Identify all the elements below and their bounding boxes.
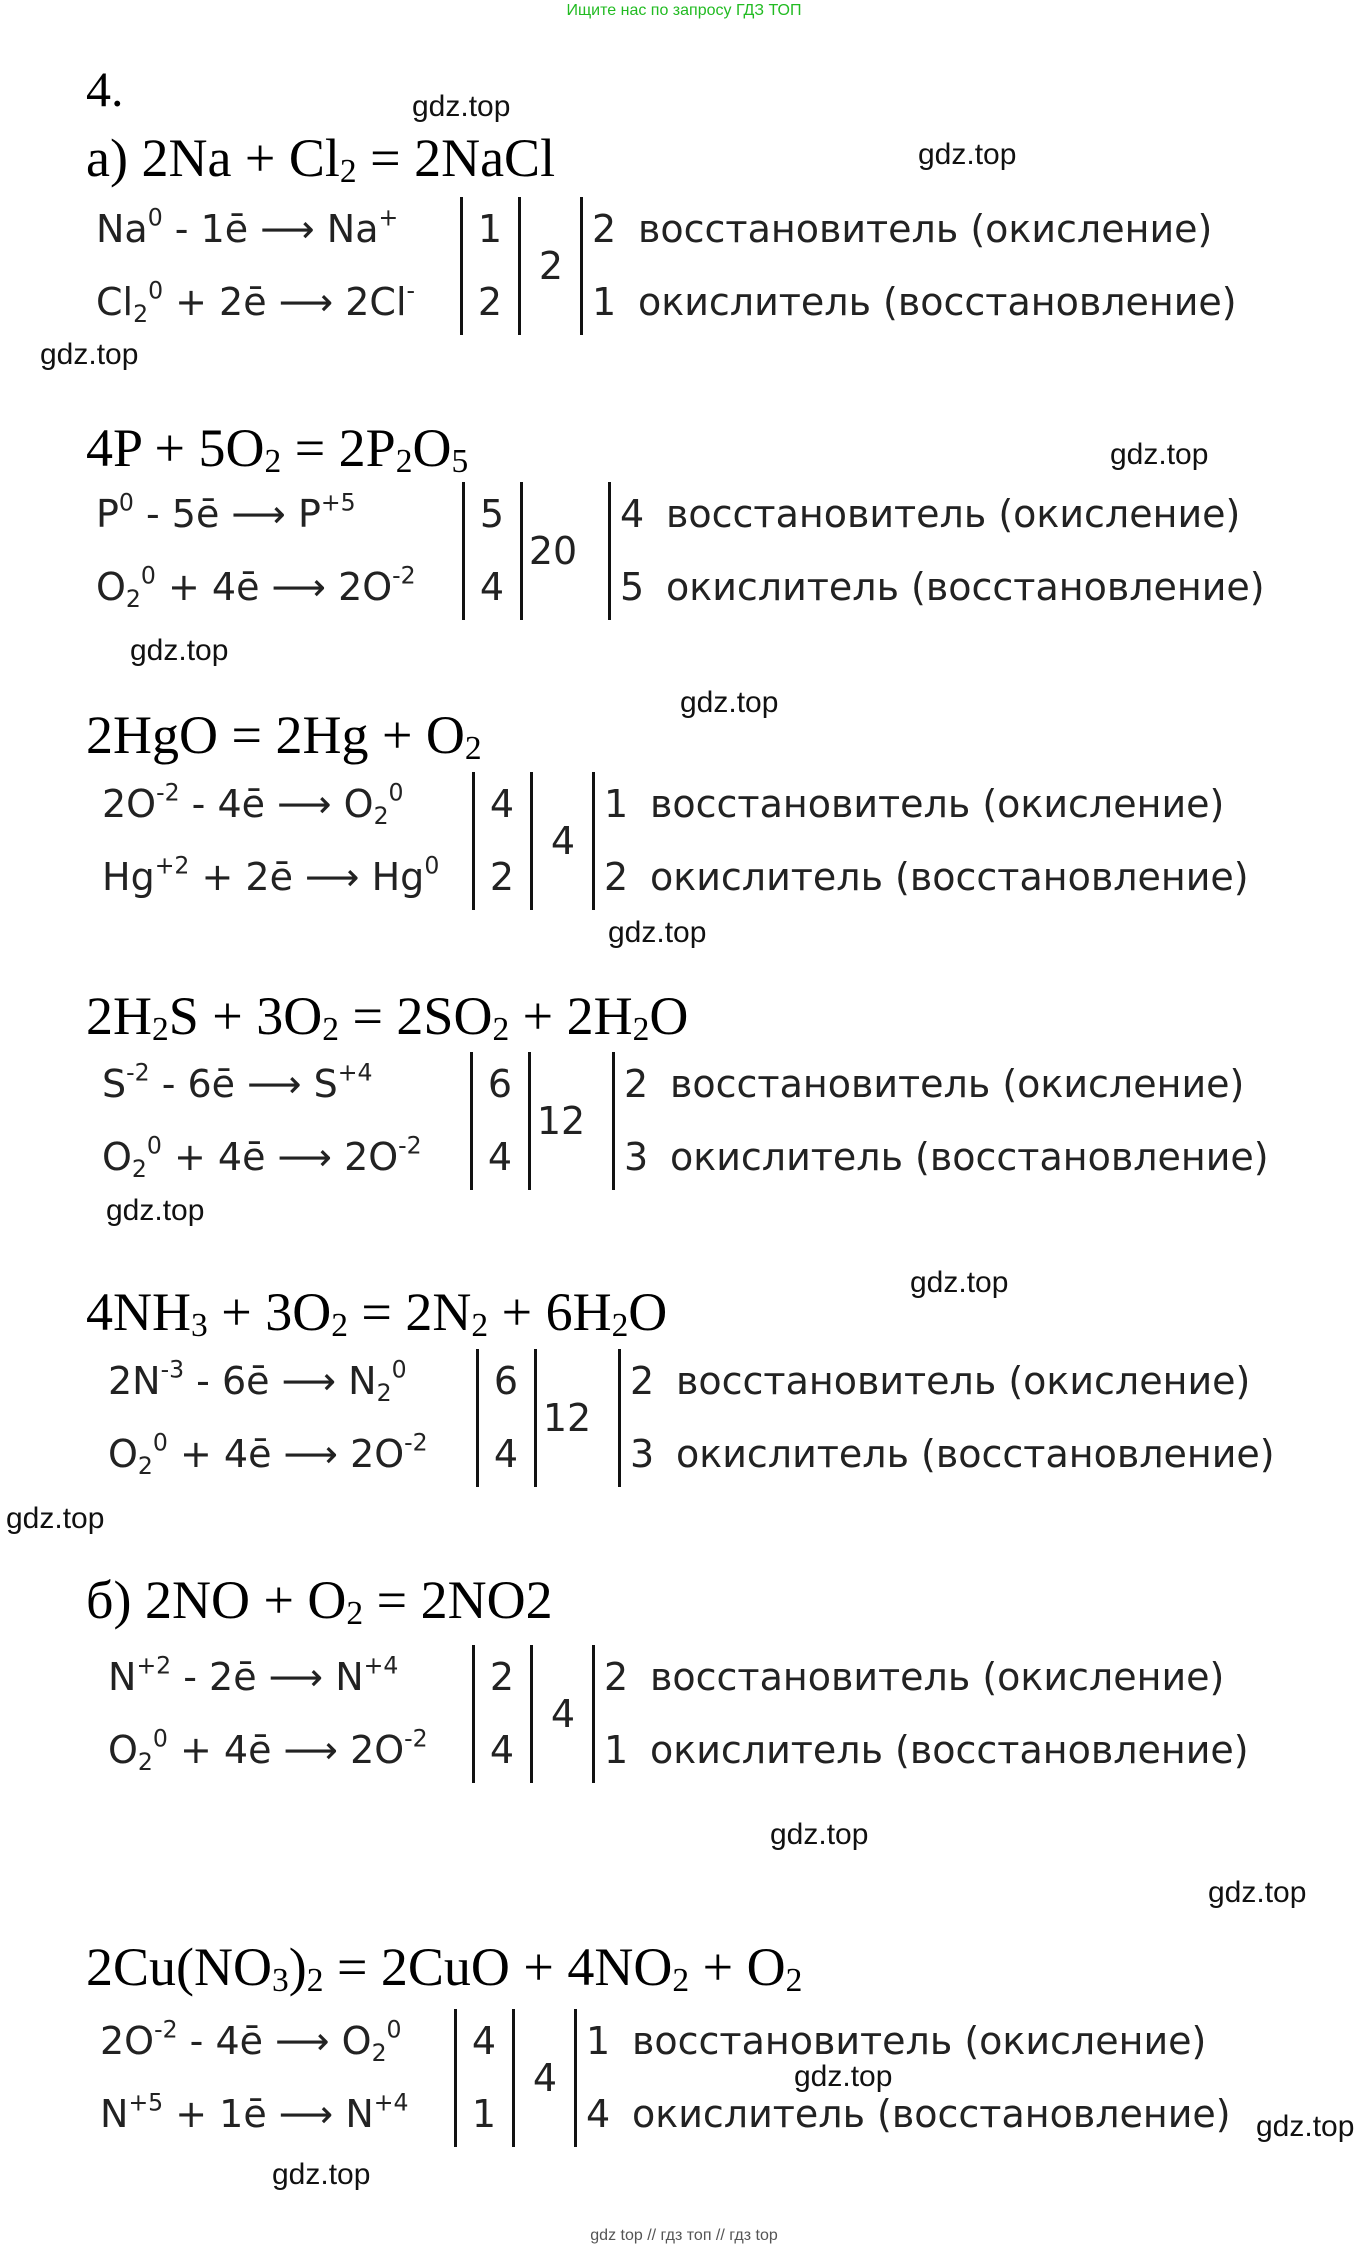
electrons-2: 4 xyxy=(493,1432,519,1476)
divider xyxy=(518,197,521,335)
divider xyxy=(612,1052,615,1190)
half-reaction-oxidation: $2O^{-2}$ - 4ē ⟶ $O_2^0$ xyxy=(102,778,404,831)
role-oxidizer: 3 окислитель (восстановление) xyxy=(630,1432,1275,1476)
divider xyxy=(472,1645,475,1783)
divider xyxy=(512,2009,515,2147)
equation-6 xyxy=(86,1570,553,1633)
watermark: gdz.top xyxy=(412,90,511,123)
role-reducer: 2 восстановитель (окисление) xyxy=(630,1359,1251,1403)
role-oxidizer: 1 окислитель (восстановление) xyxy=(592,280,1237,324)
equation-text: $2H_2S + 3O_2 = 2SO_2 + 2H_2O$ xyxy=(86,986,689,1049)
watermark: gdz.top xyxy=(272,2158,371,2191)
watermark: gdz.top xyxy=(770,1818,869,1851)
equation-text: $2NO + O_2 = 2NO2$ xyxy=(144,1570,553,1633)
watermark: gdz.top xyxy=(910,1266,1009,1299)
divider xyxy=(470,1052,473,1190)
balance-1 xyxy=(96,193,1296,339)
half-reaction-oxidation: $S^{-2}$ - 6ē ⟶ $S^{+4}$ xyxy=(102,1058,373,1106)
divider xyxy=(528,1052,531,1190)
lcm: 20 xyxy=(528,529,578,573)
equation-text: $4P + 5O_2 = 2P_2O_5$ xyxy=(86,418,469,481)
role-oxidizer: 1 окислитель (восстановление) xyxy=(604,1728,1249,1772)
part-label: а) xyxy=(86,128,128,188)
electrons-1: 6 xyxy=(487,1062,513,1106)
equation-1 xyxy=(86,128,556,191)
role-reducer: 2 восстановитель (окисление) xyxy=(624,1062,1245,1106)
divider xyxy=(460,197,463,335)
watermark: gdz.top xyxy=(680,686,779,719)
divider xyxy=(574,2009,577,2147)
half-reaction-reduction: $O_2^0$ + 4ē ⟶ $2O^{-2}$ xyxy=(102,1131,422,1184)
part-label: б) xyxy=(86,1570,132,1630)
divider xyxy=(472,772,475,910)
divider xyxy=(580,197,583,335)
watermark: gdz.top xyxy=(106,1194,205,1227)
half-reaction-reduction: $O_2^0$ + 4ē ⟶ $2O^{-2}$ xyxy=(108,1428,428,1481)
half-reaction-reduction: $O_2^0$ + 4ē ⟶ $2O^{-2}$ xyxy=(96,561,416,614)
balance-5 xyxy=(108,1345,1308,1491)
electrons-1: 4 xyxy=(489,782,515,826)
electrons-1: 2 xyxy=(489,1655,515,1699)
electrons-2: 4 xyxy=(479,565,505,609)
half-reaction-reduction: $Cl_2^0$ + 2ē ⟶ 2Cl- xyxy=(96,276,416,329)
equation-text: $4NH_3 + 3O_2 = 2N_2 + 6H_2O$ xyxy=(86,1282,668,1345)
half-reaction-oxidation: $2O^{-2}$ - 4ē ⟶ $O_2^0$ xyxy=(100,2015,402,2068)
role-oxidizer: 4 окислитель (восстановление) xyxy=(586,2092,1231,2136)
divider xyxy=(476,1349,479,1487)
task-number: 4. xyxy=(86,61,124,117)
divider xyxy=(608,482,611,620)
role-reducer: 2 восстановитель (окисление) xyxy=(592,207,1213,251)
half-reaction-oxidation: $N^{+2}$ - 2ē ⟶ $N^{+4}$ xyxy=(108,1651,399,1699)
watermark: gdz.top xyxy=(6,1502,105,1535)
watermark: gdz.top xyxy=(794,2060,893,2093)
balance-3 xyxy=(102,768,1302,914)
equation-text: $2Na + Cl_2$ = 2NaCl xyxy=(141,128,556,191)
lcm: 12 xyxy=(542,1396,592,1440)
lcm: 2 xyxy=(538,244,564,288)
divider xyxy=(454,2009,457,2147)
electrons-2: 2 xyxy=(477,280,503,324)
divider xyxy=(530,772,533,910)
electrons-1: 6 xyxy=(493,1359,519,1403)
footer-links: gdz top // гдз топ // гдз top xyxy=(590,2227,778,2244)
lcm: 4 xyxy=(550,1692,576,1736)
balance-6 xyxy=(108,1641,1308,1787)
lcm: 4 xyxy=(532,2056,558,2100)
electrons-2: 1 xyxy=(471,2092,497,2136)
equation-3 xyxy=(86,705,482,768)
half-reaction-oxidation: $P^0$ - 5ē ⟶ $P^{+5}$ xyxy=(96,488,356,536)
watermark: gdz.top xyxy=(1110,438,1209,471)
role-reducer: 2 восстановитель (окисление) xyxy=(604,1655,1225,1699)
divider xyxy=(530,1645,533,1783)
equation-5 xyxy=(86,1282,668,1345)
watermark: gdz.top xyxy=(918,138,1017,171)
half-reaction-reduction: $Hg^{+2}$ + 2ē ⟶ Hg$^0$ xyxy=(102,851,440,899)
divider xyxy=(618,1349,621,1487)
divider xyxy=(592,1645,595,1783)
role-oxidizer: 2 окислитель (восстановление) xyxy=(604,855,1249,899)
role-oxidizer: 3 окислитель (восстановление) xyxy=(624,1135,1269,1179)
balance-2 xyxy=(96,478,1296,624)
electrons-1: 4 xyxy=(471,2019,497,2063)
electrons-2: 2 xyxy=(489,855,515,899)
lcm: 12 xyxy=(536,1099,586,1143)
equation-7 xyxy=(86,1937,803,2000)
equation-4 xyxy=(86,986,689,1049)
equation-text: $2HgO = 2Hg + O_2$ xyxy=(86,705,482,768)
watermark: gdz.top xyxy=(1208,1876,1307,1909)
divider xyxy=(534,1349,537,1487)
role-reducer: 1 восстановитель (окисление) xyxy=(586,2019,1207,2063)
equation-text: $2Cu(NO_3)_2 = 2CuO + 4NO_2 + O_2$ xyxy=(86,1937,803,2000)
electrons-2: 4 xyxy=(487,1135,513,1179)
equation-2 xyxy=(86,418,469,481)
half-reaction-reduction: $N^{+5}$ + 1ē ⟶ $N^{+4}$ xyxy=(100,2088,409,2136)
electrons-2: 4 xyxy=(489,1728,515,1772)
watermark: gdz.top xyxy=(130,634,229,667)
half-reaction-reduction: $O_2^0$ + 4ē ⟶ $2O^{-2}$ xyxy=(108,1724,428,1777)
balance-7 xyxy=(100,2005,1300,2151)
watermark: gdz.top xyxy=(40,338,139,371)
electrons-1: 1 xyxy=(477,207,503,251)
role-reducer: 4 восстановитель (окисление) xyxy=(620,492,1241,536)
divider xyxy=(462,482,465,620)
divider xyxy=(592,772,595,910)
electrons-1: 5 xyxy=(479,492,505,536)
balance-4 xyxy=(102,1048,1302,1194)
lcm: 4 xyxy=(550,819,576,863)
search-banner: Ищите нас по запросу ГДЗ ТОП xyxy=(566,2,802,19)
role-reducer: 1 восстановитель (окисление) xyxy=(604,782,1225,826)
watermark: gdz.top xyxy=(608,916,707,949)
divider xyxy=(520,482,523,620)
role-oxidizer: 5 окислитель (восстановление) xyxy=(620,565,1265,609)
half-reaction-oxidation: Na$^0$ - 1ē ⟶ Na+ xyxy=(96,203,399,251)
half-reaction-oxidation: $2N^{-3}$ - 6ē ⟶ $N_2^0$ xyxy=(108,1355,407,1408)
watermark: gdz.top xyxy=(1256,2110,1355,2143)
